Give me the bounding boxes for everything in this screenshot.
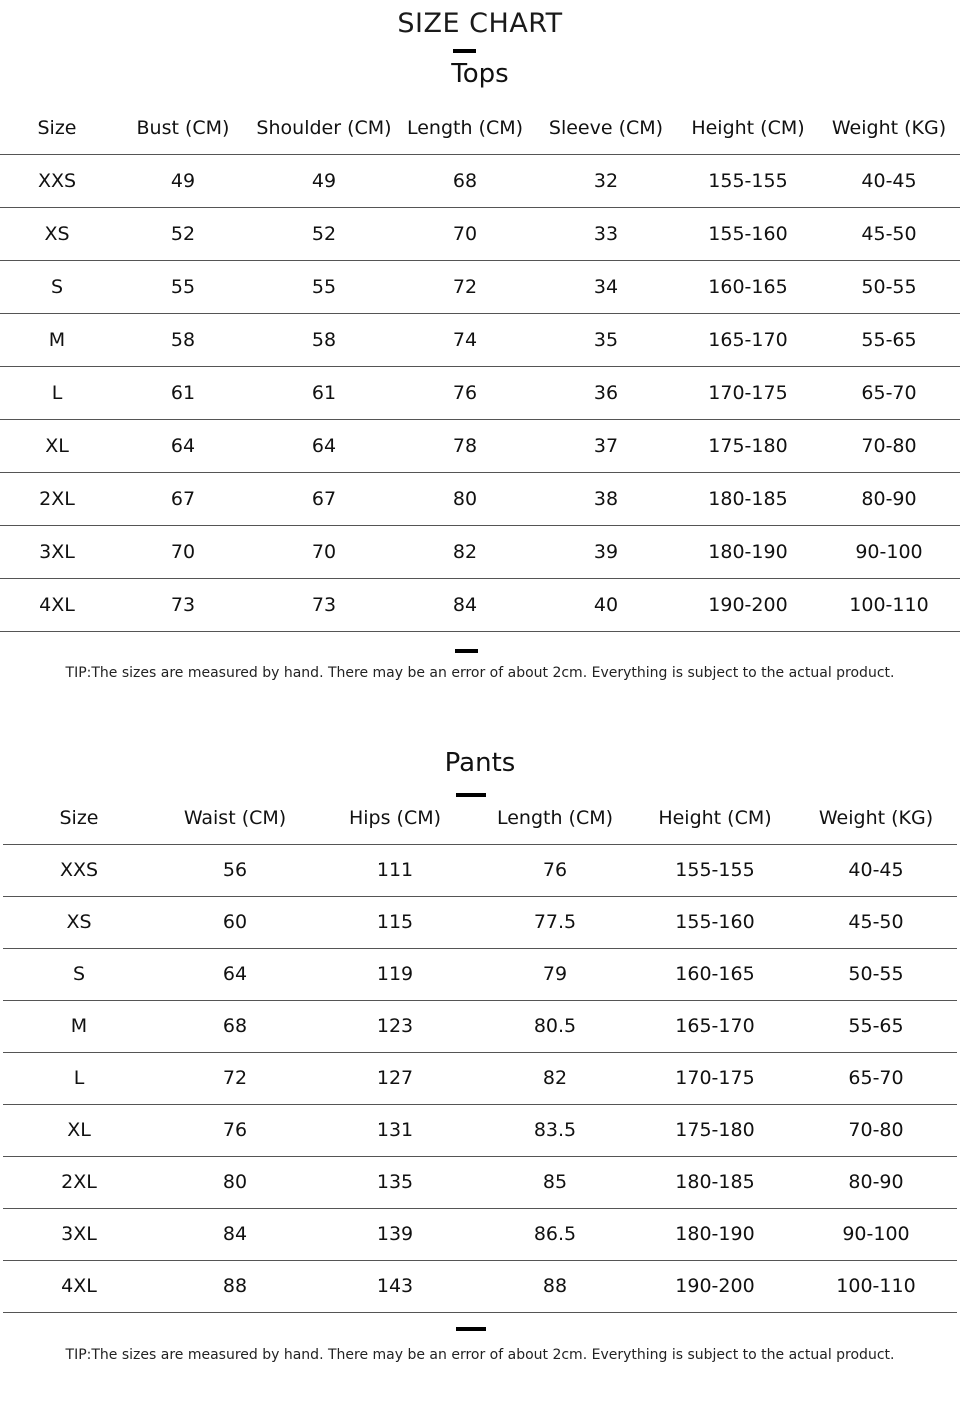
pants-value-cell: 139 bbox=[315, 1208, 475, 1260]
tops-value-cell: 33 bbox=[534, 207, 678, 260]
title-divider bbox=[453, 49, 476, 53]
tops-value-cell: 36 bbox=[534, 366, 678, 419]
tops-value-cell: 49 bbox=[252, 154, 396, 207]
tops-table bbox=[0, 102, 960, 632]
tops-value-cell: 70 bbox=[114, 525, 252, 578]
tops-value-cell: 61 bbox=[252, 366, 396, 419]
tops-row bbox=[0, 578, 960, 631]
tops-value-cell: 76 bbox=[396, 366, 534, 419]
tops-value-cell: 74 bbox=[396, 313, 534, 366]
pants-value-cell: 40-45 bbox=[795, 844, 957, 896]
tops-value-cell: 180-190 bbox=[678, 525, 818, 578]
pants-header-height: Height (CM) bbox=[658, 806, 772, 829]
tops-body bbox=[0, 154, 960, 631]
pants-row bbox=[3, 896, 957, 948]
pants-row bbox=[3, 1156, 957, 1208]
pants-value-cell: 115 bbox=[315, 896, 475, 948]
pants-value-cell: 79 bbox=[475, 948, 635, 1000]
tops-value-cell: 160-165 bbox=[678, 260, 818, 313]
tops-header-bust: Bust (CM) bbox=[136, 116, 230, 139]
pants-row bbox=[3, 1260, 957, 1312]
pants-header-waist: Waist (CM) bbox=[183, 806, 287, 829]
tops-size-cell: M bbox=[0, 313, 114, 366]
pants-value-cell: 88 bbox=[155, 1260, 315, 1312]
tops-value-cell: 70 bbox=[396, 207, 534, 260]
tops-value-cell: 65-70 bbox=[818, 366, 960, 419]
pants-value-cell: 100-110 bbox=[795, 1260, 957, 1312]
tops-tip: TIP:The sizes are measured by hand. There may be an error of about 2cm. Everything is subject to the actual product. bbox=[65, 665, 895, 681]
tops-value-cell: 61 bbox=[114, 366, 252, 419]
pants-value-cell: 50-55 bbox=[795, 948, 957, 1000]
tops-size-cell: XS bbox=[0, 207, 114, 260]
tops-row bbox=[0, 525, 960, 578]
tops-value-cell: 58 bbox=[114, 313, 252, 366]
tops-value-cell: 70 bbox=[252, 525, 396, 578]
tops-value-cell: 90-100 bbox=[818, 525, 960, 578]
tops-value-cell: 180-185 bbox=[678, 472, 818, 525]
pants-row bbox=[3, 948, 957, 1000]
tops-header-height: Height (CM) bbox=[691, 116, 805, 139]
pants-size-cell: XS bbox=[3, 896, 155, 948]
pants-value-cell: 65-70 bbox=[795, 1052, 957, 1104]
tops-value-cell: 175-180 bbox=[678, 419, 818, 472]
tops-value-cell: 73 bbox=[114, 578, 252, 631]
pants-value-cell: 123 bbox=[315, 1000, 475, 1052]
pants-value-cell: 160-165 bbox=[635, 948, 795, 1000]
tops-value-cell: 73 bbox=[252, 578, 396, 631]
pants-row bbox=[3, 844, 957, 896]
tops-value-cell: 37 bbox=[534, 419, 678, 472]
tops-tip-divider bbox=[455, 649, 478, 653]
pants-value-cell: 190-200 bbox=[635, 1260, 795, 1312]
tops-value-cell: 55 bbox=[114, 260, 252, 313]
tops-value-cell: 82 bbox=[396, 525, 534, 578]
pants-title: Pants bbox=[444, 748, 516, 778]
tops-header-weight: Weight (KG) bbox=[831, 116, 947, 139]
pants-value-cell: 111 bbox=[315, 844, 475, 896]
tops-value-cell: 58 bbox=[252, 313, 396, 366]
pants-table bbox=[3, 792, 957, 1313]
pants-value-cell: 170-175 bbox=[635, 1052, 795, 1104]
pants-header-hips: Hips (CM) bbox=[348, 806, 442, 829]
tops-row bbox=[0, 472, 960, 525]
tops-value-cell: 52 bbox=[114, 207, 252, 260]
pants-size-cell: XXS bbox=[3, 844, 155, 896]
tops-row bbox=[0, 207, 960, 260]
pants-header-size: Size bbox=[59, 806, 99, 829]
pants-value-cell: 55-65 bbox=[795, 1000, 957, 1052]
pants-header-weight: Weight (KG) bbox=[818, 806, 934, 829]
tops-size-cell: 3XL bbox=[0, 525, 114, 578]
tops-value-cell: 55 bbox=[252, 260, 396, 313]
tops-size-cell: 2XL bbox=[0, 472, 114, 525]
pants-size-cell: S bbox=[3, 948, 155, 1000]
tops-value-cell: 170-175 bbox=[678, 366, 818, 419]
pants-size-cell: 2XL bbox=[3, 1156, 155, 1208]
tops-header-size: Size bbox=[37, 116, 77, 139]
tops-row bbox=[0, 154, 960, 207]
pants-value-cell: 80-90 bbox=[795, 1156, 957, 1208]
pants-value-cell: 88 bbox=[475, 1260, 635, 1312]
tops-row bbox=[0, 260, 960, 313]
pants-value-cell: 56 bbox=[155, 844, 315, 896]
pants-value-cell: 175-180 bbox=[635, 1104, 795, 1156]
pants-tip-divider bbox=[456, 1327, 486, 1331]
pants-value-cell: 180-190 bbox=[635, 1208, 795, 1260]
pants-value-cell: 143 bbox=[315, 1260, 475, 1312]
tops-value-cell: 45-50 bbox=[818, 207, 960, 260]
pants-value-cell: 76 bbox=[155, 1104, 315, 1156]
pants-row bbox=[3, 1000, 957, 1052]
tops-value-cell: 72 bbox=[396, 260, 534, 313]
tops-size-cell: L bbox=[0, 366, 114, 419]
tops-value-cell: 55-65 bbox=[818, 313, 960, 366]
pants-row bbox=[3, 1104, 957, 1156]
pants-row bbox=[3, 1052, 957, 1104]
tops-value-cell: 34 bbox=[534, 260, 678, 313]
pants-value-cell: 131 bbox=[315, 1104, 475, 1156]
tops-value-cell: 84 bbox=[396, 578, 534, 631]
tops-header-shoulder: Shoulder (CM) bbox=[256, 116, 392, 139]
tops-header-row bbox=[0, 102, 960, 154]
pants-value-cell: 76 bbox=[475, 844, 635, 896]
tops-row bbox=[0, 366, 960, 419]
pants-value-cell: 68 bbox=[155, 1000, 315, 1052]
pants-size-cell: 4XL bbox=[3, 1260, 155, 1312]
pants-value-cell: 45-50 bbox=[795, 896, 957, 948]
pants-value-cell: 83.5 bbox=[475, 1104, 635, 1156]
pants-header-length: Length (CM) bbox=[496, 806, 614, 829]
tops-value-cell: 155-155 bbox=[678, 154, 818, 207]
pants-size-cell: L bbox=[3, 1052, 155, 1104]
pants-value-cell: 90-100 bbox=[795, 1208, 957, 1260]
tops-value-cell: 67 bbox=[252, 472, 396, 525]
pants-value-cell: 86.5 bbox=[475, 1208, 635, 1260]
tops-size-cell: XL bbox=[0, 419, 114, 472]
tops-row bbox=[0, 313, 960, 366]
tops-value-cell: 78 bbox=[396, 419, 534, 472]
tops-value-cell: 40 bbox=[534, 578, 678, 631]
pants-size-cell: 3XL bbox=[3, 1208, 155, 1260]
pants-row bbox=[3, 1208, 957, 1260]
tops-value-cell: 68 bbox=[396, 154, 534, 207]
pants-header-row bbox=[3, 792, 957, 844]
pants-body bbox=[3, 844, 957, 1312]
pants-value-cell: 80 bbox=[155, 1156, 315, 1208]
tops-value-cell: 64 bbox=[114, 419, 252, 472]
tops-header-sleeve: Sleeve (CM) bbox=[548, 116, 664, 139]
tops-value-cell: 64 bbox=[252, 419, 396, 472]
tops-value-cell: 35 bbox=[534, 313, 678, 366]
pants-value-cell: 127 bbox=[315, 1052, 475, 1104]
tops-title: Tops bbox=[451, 59, 509, 89]
tops-value-cell: 49 bbox=[114, 154, 252, 207]
pants-value-cell: 72 bbox=[155, 1052, 315, 1104]
pants-value-cell: 155-160 bbox=[635, 896, 795, 948]
pants-value-cell: 82 bbox=[475, 1052, 635, 1104]
tops-value-cell: 80 bbox=[396, 472, 534, 525]
tops-value-cell: 52 bbox=[252, 207, 396, 260]
tops-value-cell: 70-80 bbox=[818, 419, 960, 472]
tops-value-cell: 100-110 bbox=[818, 578, 960, 631]
tops-value-cell: 40-45 bbox=[818, 154, 960, 207]
tops-value-cell: 190-200 bbox=[678, 578, 818, 631]
tops-value-cell: 38 bbox=[534, 472, 678, 525]
pants-value-cell: 64 bbox=[155, 948, 315, 1000]
pants-value-cell: 155-155 bbox=[635, 844, 795, 896]
tops-value-cell: 50-55 bbox=[818, 260, 960, 313]
tops-header-length: Length (CM) bbox=[406, 116, 524, 139]
tops-value-cell: 39 bbox=[534, 525, 678, 578]
pants-size-cell: XL bbox=[3, 1104, 155, 1156]
pants-size-cell: M bbox=[3, 1000, 155, 1052]
tops-value-cell: 80-90 bbox=[818, 472, 960, 525]
pants-value-cell: 60 bbox=[155, 896, 315, 948]
pants-value-cell: 84 bbox=[155, 1208, 315, 1260]
tops-row bbox=[0, 419, 960, 472]
tops-value-cell: 165-170 bbox=[678, 313, 818, 366]
pants-value-cell: 119 bbox=[315, 948, 475, 1000]
tops-size-cell: 4XL bbox=[0, 578, 114, 631]
pants-value-cell: 85 bbox=[475, 1156, 635, 1208]
tops-value-cell: 32 bbox=[534, 154, 678, 207]
page-title: SIZE CHART bbox=[397, 8, 563, 39]
tops-value-cell: 155-160 bbox=[678, 207, 818, 260]
tops-size-cell: XXS bbox=[0, 154, 114, 207]
pants-tip: TIP:The sizes are measured by hand. There may be an error of about 2cm. Everything is subject to the actual product. bbox=[65, 1347, 895, 1363]
pants-value-cell: 135 bbox=[315, 1156, 475, 1208]
tops-size-cell: S bbox=[0, 260, 114, 313]
pants-value-cell: 77.5 bbox=[475, 896, 635, 948]
pants-value-cell: 165-170 bbox=[635, 1000, 795, 1052]
pants-value-cell: 180-185 bbox=[635, 1156, 795, 1208]
tops-value-cell: 67 bbox=[114, 472, 252, 525]
pants-value-cell: 80.5 bbox=[475, 1000, 635, 1052]
pants-value-cell: 70-80 bbox=[795, 1104, 957, 1156]
